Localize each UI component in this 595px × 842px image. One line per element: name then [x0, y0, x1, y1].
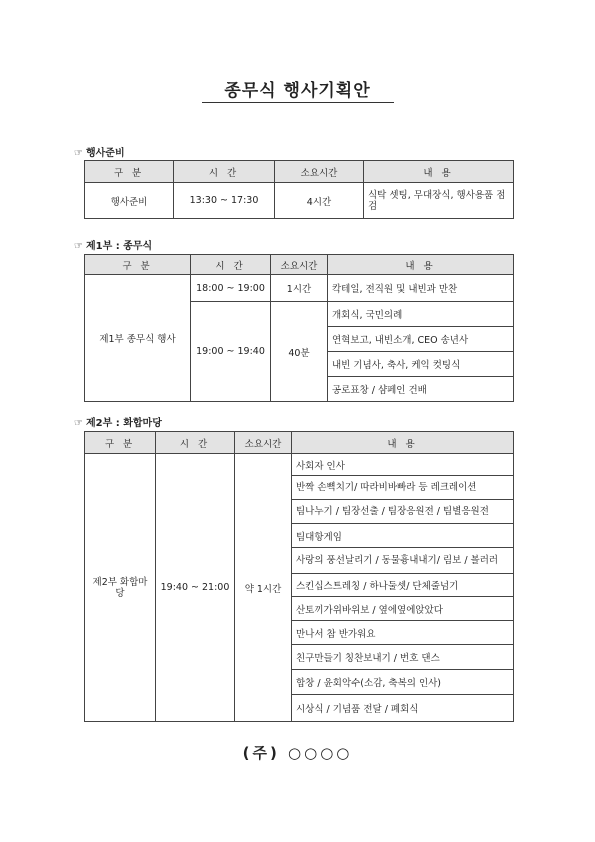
duration-cell: 약 1시간 — [235, 454, 292, 722]
pointing-hand-icon: ☞ — [74, 148, 83, 159]
content-cell: 팀나누기 / 팀장선출 / 팀장응원전 / 팀별응원전 — [292, 500, 514, 524]
header-category: 구 분 — [85, 161, 174, 183]
pointing-hand-icon: ☞ — [74, 418, 83, 429]
pointing-hand-icon: ☞ — [74, 241, 83, 252]
header-duration: 소요시간 — [235, 432, 292, 454]
section-heading-ceremony — [74, 237, 152, 252]
content-cell: 산토끼가위바위보 / 옆에옆에앉았다 — [292, 597, 514, 621]
content-cell: 칵테일, 전직원 및 내빈과 만찬 — [328, 275, 514, 302]
header-time: 시 간 — [174, 161, 275, 183]
table-header-row — [85, 161, 514, 183]
content-cell: 만나서 참 반가워요 — [292, 621, 514, 645]
content-cell: 개회식, 국민의례 — [328, 302, 514, 327]
content-cell: 식탁 셋팅, 무대장식, 행사용품 점검 — [364, 183, 514, 219]
time-cell: 13:30 ~ 17:30 — [174, 183, 275, 219]
table-row — [85, 275, 514, 302]
document-title: 종무식 행사기획안 — [224, 81, 371, 101]
category-cell: 제2부 화합마당 — [85, 454, 156, 722]
header-duration: 소요시간 — [271, 255, 328, 275]
header-time: 시 간 — [191, 255, 271, 275]
gathering-table — [84, 431, 514, 722]
header-content: 내 용 — [328, 255, 514, 275]
time-cell: 19:40 ~ 21:00 — [156, 454, 235, 722]
ceremony-table — [84, 254, 514, 402]
content-cell: 스킨십스트레칭 / 하나둘셋/ 단체줄넘기 — [292, 574, 514, 597]
section-heading-label: 제2부 : 화합마당 — [85, 418, 162, 429]
duration-cell: 4시간 — [275, 183, 364, 219]
content-cell: 팀대항게임 — [292, 524, 514, 548]
duration-cell: 1시간 — [271, 275, 328, 302]
table-row — [85, 183, 514, 219]
category-cell: 행사준비 — [85, 183, 174, 219]
category-cell: 제1부 종무식 행사 — [85, 275, 191, 402]
content-cell: 합창 / 윤회악수(소감, 축복의 인사) — [292, 670, 514, 695]
duration-cell: 40분 — [271, 302, 328, 402]
company-name: (주) ○○○○ — [242, 744, 353, 762]
section-heading-label: 행사준비 — [85, 148, 125, 159]
content-cell: 시상식 / 기념품 전달 / 폐회식 — [292, 695, 514, 722]
content-cell: 친구만들기 칭찬보내기 / 번호 댄스 — [292, 645, 514, 670]
content-cell: 사회자 인사 — [292, 454, 514, 476]
section-heading-label: 제1부 : 종무식 — [85, 241, 153, 252]
content-cell: 반짝 손뼉치기/ 따라비바빠라 등 레크레이션 — [292, 476, 514, 500]
title-underline — [202, 102, 394, 103]
section-heading-preparation — [74, 144, 125, 159]
time-cell: 19:00 ~ 19:40 — [191, 302, 271, 402]
preparation-table — [84, 160, 514, 219]
table-header-row — [85, 432, 514, 454]
header-category: 구 분 — [85, 432, 156, 454]
content-cell: 연혁보고, 내빈소개, CEO 송년사 — [328, 327, 514, 352]
content-cell: 사랑의 풍선날리기 / 동물흉내내기/ 림보 / 볼러러 — [292, 548, 514, 574]
table-row — [85, 454, 514, 476]
time-cell: 18:00 ~ 19:00 — [191, 275, 271, 302]
section-heading-gathering — [74, 414, 162, 429]
header-time: 시 간 — [156, 432, 235, 454]
content-cell: 내빈 기념사, 축사, 케익 컷팅식 — [328, 352, 514, 377]
header-content: 내 용 — [364, 161, 514, 183]
header-content: 내 용 — [292, 432, 514, 454]
header-duration: 소요시간 — [275, 161, 364, 183]
table-header-row — [85, 255, 514, 275]
content-cell: 공로표창 / 샴페인 건배 — [328, 377, 514, 402]
header-category: 구 분 — [85, 255, 191, 275]
